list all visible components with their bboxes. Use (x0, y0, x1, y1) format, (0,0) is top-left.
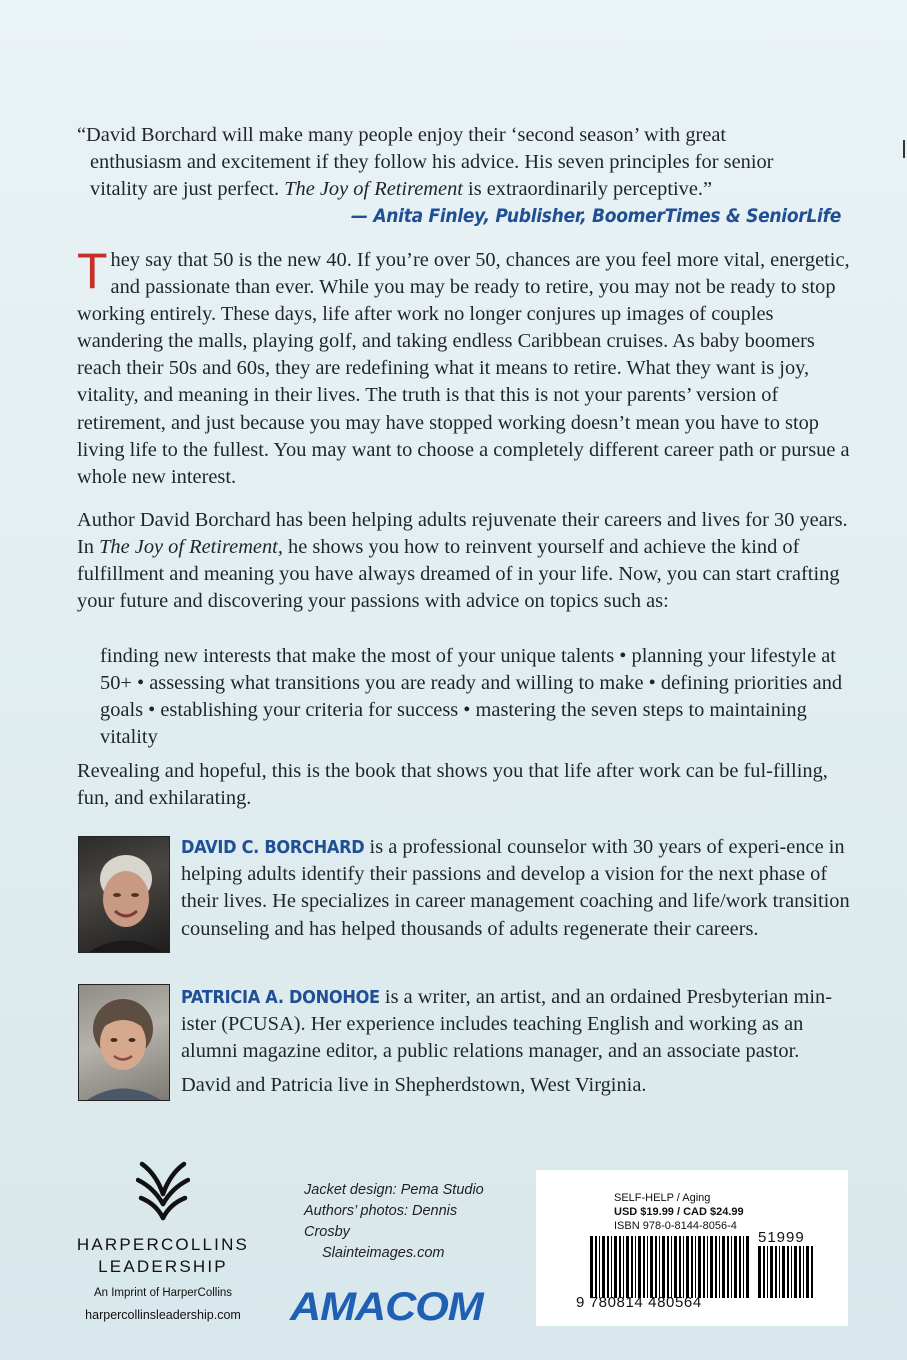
quote-line: enthusiasm and excitement if they follow his advice. His seven principles for senior (90, 151, 774, 173)
author-photo-borchard (78, 836, 170, 953)
author-paragraph (77, 507, 852, 615)
barcode-panel (536, 1170, 848, 1326)
drop-cap: T (77, 243, 108, 299)
category-label: SELF-HELP / Aging (614, 1192, 711, 1204)
attribution-text: & (720, 205, 747, 227)
barcode-icon (590, 1236, 750, 1298)
ean-number: 9 780814 480564 (576, 1294, 702, 1311)
photo-credit: Authors’ photos: Dennis Crosby (304, 1203, 458, 1240)
quote-text: is extraordinarily perceptive.” (462, 178, 713, 200)
supplement-number: 51999 (758, 1229, 805, 1246)
author-photo-donohoe (78, 984, 170, 1101)
paragraph-text: Author David Borchard has been helping adults rejuvenate their careers and lives for 30 years. In (77, 509, 848, 559)
amacom-logo: AMACOM (290, 1285, 483, 1329)
portrait-icon (79, 837, 169, 952)
publication-name: BoomerTimes (592, 205, 721, 227)
publisher-url: harpercollinsleadership.com (85, 1308, 241, 1322)
price-label: USD $19.99 / CAD $24.99 (614, 1206, 744, 1218)
credits (304, 1180, 504, 1264)
barcode-supplement-icon (758, 1246, 816, 1298)
bio-text: is a professional counselor with 30 years of experi-ence in helping adults identify their passions and develop a vision for the next phase of their lives. He specializes in career management coaching and life/work transition counseling and has helped thousands of adults regenerate their careers. (181, 836, 850, 940)
paragraph-text: he shows you how to reinvent yourself and achieve the kind of fulfillment and meaning you have always dreamed of in your life. Now, you can start crafting your future and discovering your passions with advice on topics such as: (77, 536, 840, 613)
quote-attribution (77, 203, 847, 230)
isbn-label: ISBN 978-0-8144-8056-4 (614, 1220, 737, 1232)
quote-line: “David Borchard will make many people enjoy their ‘second season’ with great (77, 124, 727, 146)
topics-list: finding new interests that make the most of your unique talents • planning your lifestyle at 50+ • assessing what transitions you are ready and willing to make • defining priorities and goals • establishing your criteria for success • mastering the seven steps to maintaining vitality (100, 645, 843, 749)
publication-name: SeniorLife (746, 205, 841, 227)
jacket-credit: Jacket design: Pema Studio (304, 1182, 484, 1198)
residence-line: David and Patricia live in Shepherdstown, West Virginia. (181, 1074, 647, 1096)
intro-text: hey say that 50 is the new 40. If you’re over 50, chances are you feel more vital, energetic, and passionate than ever. While you may be ready to retire, you may not be ready to stop working entirely. These days, life after work no longer conjures up images of couples wandering the malls, playing golf, and taking endless Caribbean cruises. As baby boomers reach their 50s and 60s, they are redefining what it means to retire. What they want is joy, vitality, and meaning in their lives. The truth is that this is not your parents’ version of retirement, and just because you may have stopped working doesn’t mean you have to stop living life to the fullest. You may want to choose a completely different career path or pursue a whole new interest. (77, 249, 850, 488)
edge-mark (903, 140, 905, 158)
quote-line (90, 176, 847, 203)
book-title: The Joy of Retirement, (99, 536, 283, 559)
endorsement-quote (77, 122, 847, 230)
portrait-icon (79, 985, 169, 1100)
quote-text: vitality are just perfect. (90, 178, 285, 200)
author-name: DAVID C. BORCHARD (181, 837, 365, 858)
author-name: PATRICIA A. DONOHOE (181, 987, 380, 1008)
imprint-line: An Imprint of HarperCollins (93, 1287, 233, 1299)
publisher-name-line: LEADERSHIP (98, 1257, 228, 1276)
publisher-name-line: HARPERCOLLINS (76, 1235, 250, 1254)
attribution-text: — Anita Finley, Publisher, (350, 205, 593, 227)
author-bio-donohoe (181, 984, 853, 1066)
photo-site: Slainteimages.com (322, 1245, 445, 1261)
book-title: The Joy of Retirement (284, 178, 463, 200)
intro-paragraph (77, 243, 852, 491)
publisher-name (68, 1234, 258, 1278)
harpercollins-flame-icon (136, 1160, 190, 1230)
closing-paragraph: Revealing and hopeful, this is the book that shows you that life after work can be ful-filling, fun, and exhilarating. (77, 760, 828, 810)
author-bio-borchard (181, 834, 853, 943)
bio-text: is a writer, an artist, and an ordained Presbyterian min-ister (PCUSA). Her experience includes teaching English and working as an alumni magazine editor, a public relations manager, and an associate pastor. (181, 986, 832, 1063)
